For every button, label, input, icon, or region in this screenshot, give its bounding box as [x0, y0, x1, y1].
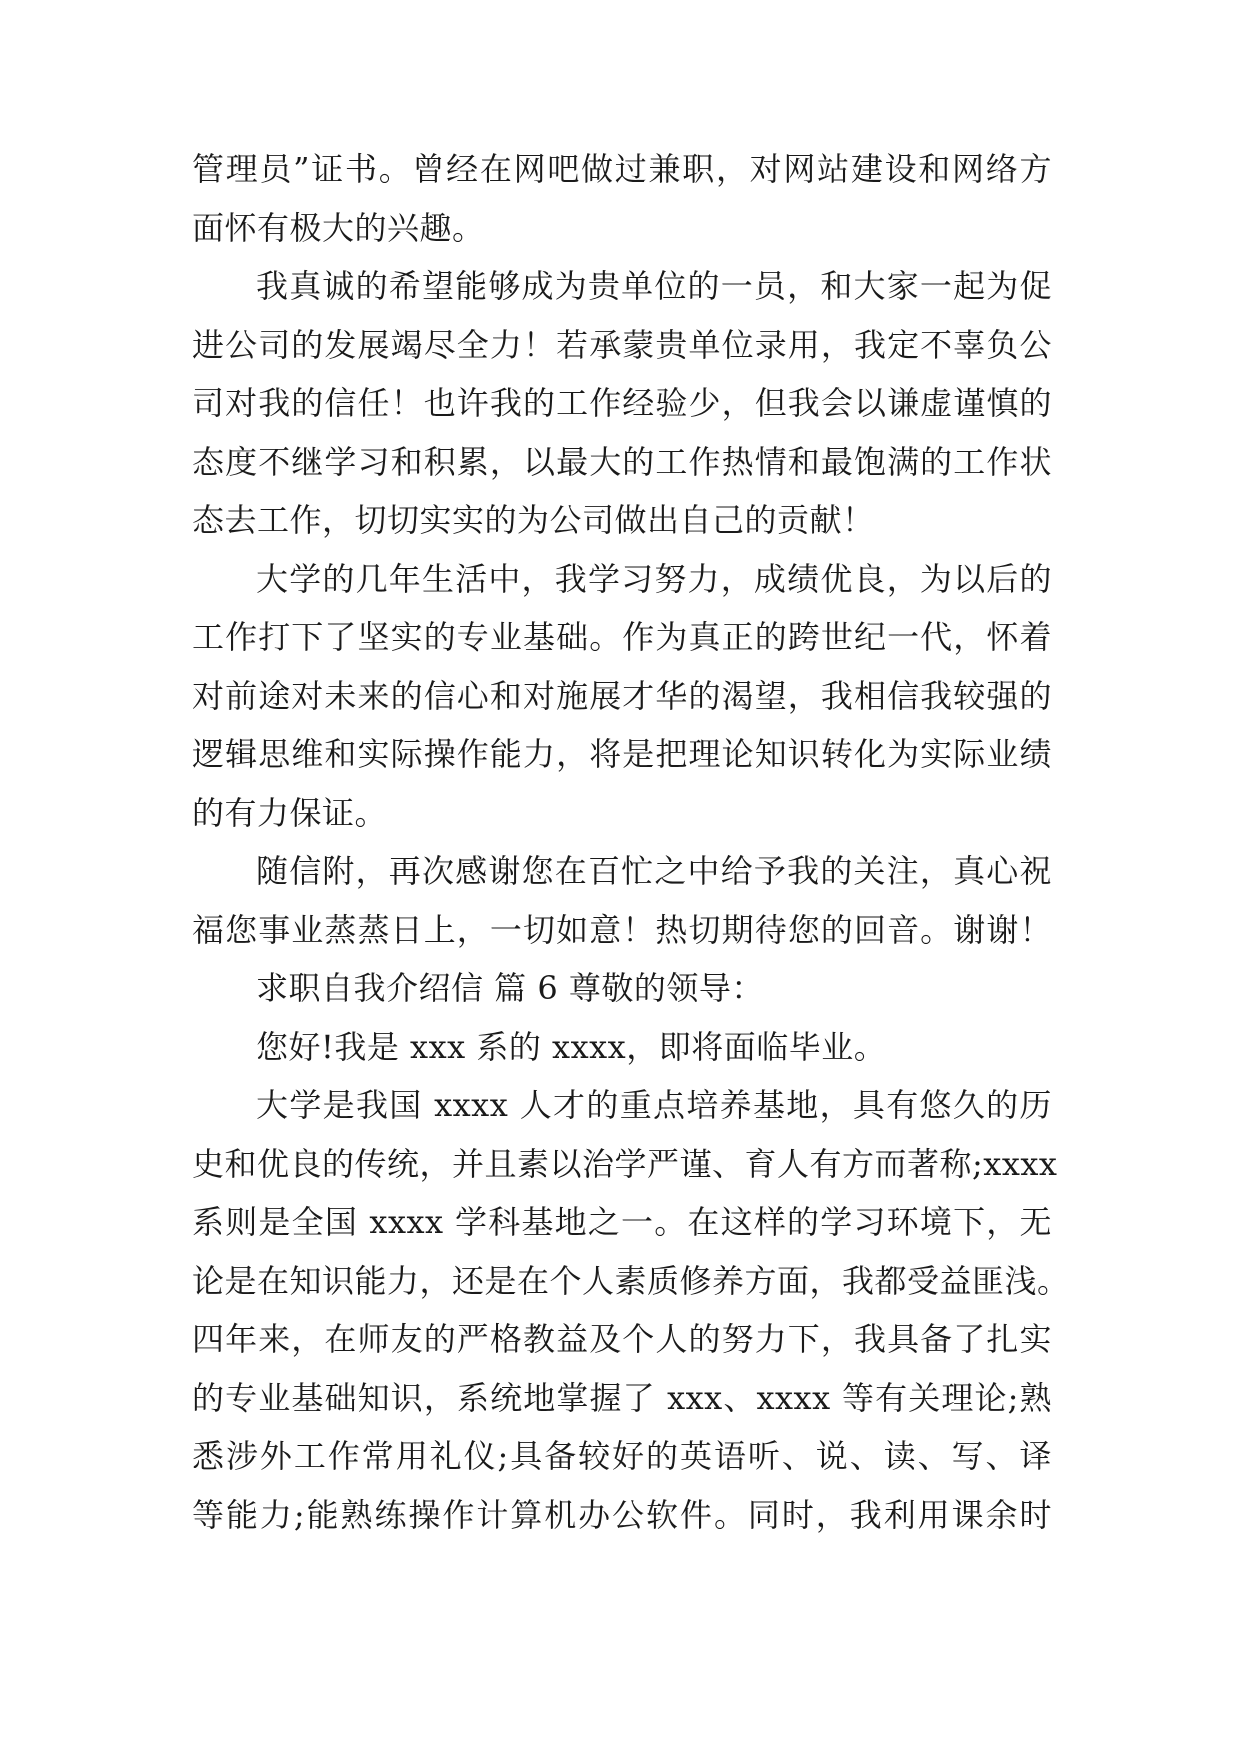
text-line: 史和优良的传统，并且素以治学严谨、育人有方而著称;xxxx	[192, 1144, 1058, 1183]
text-line: 四年来，在师友的严格教益及个人的努力下，我具备了扎实	[192, 1320, 1052, 1358]
text-line: 对前途对未来的信心和对施展才华的渴望，我相信我较强的	[192, 676, 1052, 715]
paragraph-start-line: 大学的几年生活中，我学习努力，成绩优良，为以后的	[256, 559, 1052, 598]
text-line: 管理员”证书。曾经在网吧做过兼职，对网站建设和网络方	[192, 150, 1052, 188]
document-body	[192, 140, 1070, 1544]
text-line: 悉涉外工作常用礼仪;具备较好的英语听、说、读、写、译	[192, 1437, 1052, 1475]
text-line: 进公司的发展竭尽全力！若承蒙贵单位录用，我定不辜负公	[192, 325, 1052, 364]
text-line: 福您事业蒸蒸日上，一切如意！热切期待您的回音。谢谢！	[192, 910, 1052, 949]
greeting-line: 您好!我是 xxx 系的 xxxx，即将面临毕业。	[256, 1027, 887, 1066]
paragraph-start-line: 随信附，再次感谢您在百忙之中给予我的关注，真心祝	[256, 852, 1052, 890]
text-line: 逻辑思维和实际操作能力，将是把理论知识转化为实际业绩	[192, 735, 1052, 773]
text-line: 论是在知识能力，还是在个人素质修养方面，我都受益匪浅。	[192, 1261, 1070, 1300]
text-line: 态度不继学习和积累，以最大的工作热情和最饱满的工作状	[192, 442, 1052, 481]
text-line: 等能力;能熟练操作计算机办公软件。同时，我利用课余时	[192, 1495, 1052, 1534]
text-line: 的有力保证。	[192, 793, 388, 832]
text-line: 工作打下了坚实的专业基础。作为真正的跨世纪一代，怀着	[192, 618, 1052, 656]
text-line: 的专业基础知识，系统地掌握了 xxx、xxxx 等有关理论;熟	[192, 1378, 1052, 1417]
paragraph-start-line: 我真诚的希望能够成为贵单位的一员，和大家一起为促	[256, 267, 1052, 305]
text-line: 态去工作，切切实实的为公司做出自己的贡献！	[192, 501, 875, 539]
text-line: 司对我的信任！也许我的工作经验少，但我会以谦虚谨慎的	[192, 384, 1052, 422]
text-line: 面怀有极大的兴趣。	[192, 208, 485, 247]
section-heading-line: 求职自我介绍信 篇 6 尊敬的领导：	[256, 969, 764, 1007]
text-line: 系则是全国 xxxx 学科基地之一。在这样的学习环境下，无	[192, 1203, 1052, 1241]
paragraph-start-line: 大学是我国 xxxx 人才的重点培养基地，具有悠久的历	[256, 1086, 1052, 1124]
